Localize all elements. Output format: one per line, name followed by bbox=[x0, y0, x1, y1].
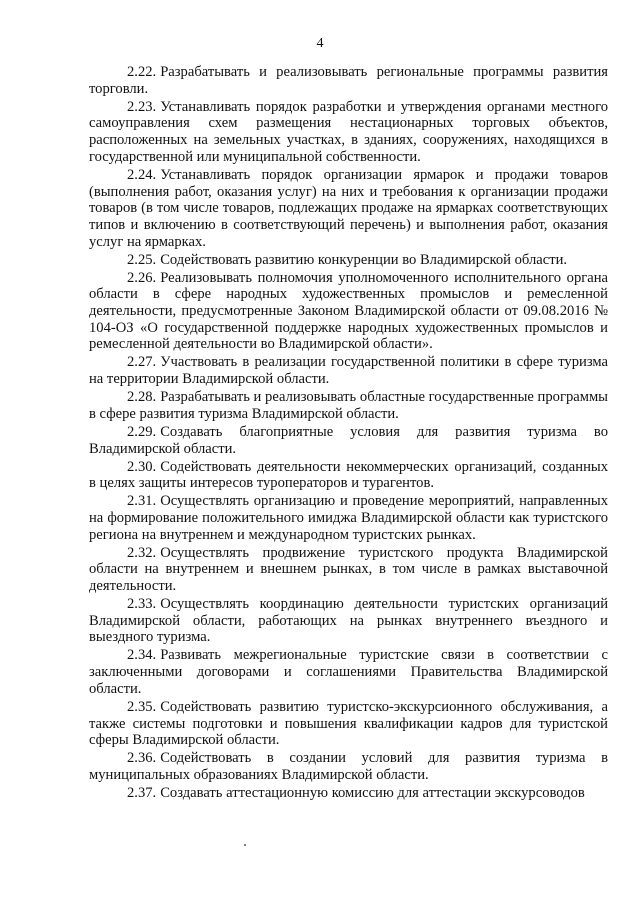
paragraph-2-25 bbox=[89, 252, 608, 269]
paragraph-2-35 bbox=[89, 699, 608, 749]
document-body bbox=[89, 64, 608, 802]
paragraph-text: Реализовывать полномочия уполномоченного исполнительного органа области в сфере народных художественных промыслов и ремесленной деятельности, предусмотренные Законом Владимирской области от 09.08.2016 № 104-ОЗ «О государственной поддержке народных художественных промыслов и ремесленной деятельности во Владимирской области». bbox=[89, 269, 608, 353]
paragraph-number: 2.22. bbox=[127, 64, 157, 80]
paragraph-text: Осуществлять организацию и проведение мероприятий, направленных на формирование положительного имиджа Владимирской области как туристского региона на внутреннем и международном туристских рынках. bbox=[89, 493, 608, 543]
paragraph-text: Устанавливать порядок организации ярмарок и продажи товаров (выполнения работ, оказания услуг) на них и требования к организации продажи товаров (в том числе товаров, подлежащих продаже на ярмарках соответствующих типов и включению в соответствующий перечень) и выполнения работ, оказания услуг на ярмарках. bbox=[89, 166, 608, 250]
paragraph-number: 2.30. bbox=[127, 458, 157, 475]
paragraph-text: Осуществлять координацию деятельности туристских организаций Владимирской области, работающих на рынках внутреннего въездного и выездного туризма. bbox=[89, 596, 608, 646]
paragraph-2-31 bbox=[89, 493, 608, 543]
paragraph-2-37 bbox=[89, 785, 608, 802]
paragraph-number: 2.25. bbox=[127, 251, 157, 268]
paragraph-text: Содействовать развитию конкуренции во Владимирской области. bbox=[160, 251, 568, 268]
paragraph-number: 2.26. bbox=[127, 269, 157, 286]
paragraph-number: 2.37. bbox=[127, 784, 157, 801]
paragraph-number: 2.28. bbox=[127, 389, 157, 406]
paragraph-2-34 bbox=[89, 647, 608, 697]
paragraph-number: 2.24. bbox=[127, 166, 157, 183]
paragraph-2-32 bbox=[89, 545, 608, 595]
paragraph-text: Разрабатывать и реализовывать региональные программы развития торговли. bbox=[89, 64, 608, 97]
paragraph-2-30 bbox=[89, 459, 608, 492]
page-number: 4 bbox=[316, 36, 324, 51]
paragraph-number: 2.29. bbox=[127, 423, 157, 440]
paragraph-2-33 bbox=[89, 596, 608, 646]
paragraph-text: Содействовать деятельности некоммерческих организаций, созданных в целях защиты интересов туроператоров и турагентов. bbox=[89, 458, 608, 492]
paragraph-2-24 bbox=[89, 167, 608, 251]
paragraph-text: Содействовать в создании условий для развития туризма в муниципальных образованиях Владимирской области. bbox=[89, 750, 608, 783]
paragraph-text: Устанавливать порядок разработки и утверждения органами местного самоуправления схем размещения нестационарных торговых объектов, расположенных на земельных участках, в зданиях, сооружениях, находящихся в государственной или муниципальной собственности. bbox=[89, 98, 608, 165]
paragraph-number: 2.36. bbox=[127, 750, 157, 767]
paragraph-2-29 bbox=[89, 424, 608, 457]
paragraph-2-22 bbox=[89, 64, 608, 97]
paragraph-text: Содействовать развитию туристско-экскурсионного обслуживания, а также системы подготовки и повышения квалификации кадров для туристской сферы Владимирской области. bbox=[89, 698, 608, 749]
paragraph-2-23 bbox=[89, 99, 608, 166]
paragraph-number: 2.32. bbox=[127, 544, 157, 561]
paragraph-number: 2.27. bbox=[127, 354, 157, 371]
paragraph-2-28 bbox=[89, 389, 608, 422]
paragraph-text: Развивать межрегиональные туристские связи в соответствии с заключенными договорами и соглашениями Правительства Владимирской области. bbox=[89, 647, 608, 697]
paragraph-text: Создавать благоприятные условия для развития туризма во Владимирской области. bbox=[89, 423, 608, 457]
paragraph-text: Осуществлять продвижение туристского продукта Владимирской области на внутреннем и внешнем рынках, в том числе в рамках выставочной деятельности. bbox=[89, 544, 608, 595]
paragraph-2-27 bbox=[89, 354, 608, 387]
paragraph-text: Разрабатывать и реализовывать областные государственные программы в сфере развития туризма Владимирской области. bbox=[89, 389, 608, 422]
paragraph-number: 2.35. bbox=[127, 698, 157, 715]
paragraph-text: Участвовать в реализации государственной политики в сфере туризма на территории Владимирской области. bbox=[89, 354, 608, 388]
paragraph-number: 2.33. bbox=[127, 596, 157, 613]
paragraph-2-36 bbox=[89, 750, 608, 783]
paragraph-number: 2.31. bbox=[127, 493, 157, 510]
paragraph-text: Создавать аттестационную комиссию для аттестации экскурсоводов bbox=[160, 784, 585, 801]
paragraph-2-26 bbox=[89, 270, 608, 354]
scan-speck bbox=[244, 844, 246, 846]
paragraph-number: 2.23. bbox=[127, 98, 157, 115]
paragraph-number: 2.34. bbox=[127, 647, 157, 664]
